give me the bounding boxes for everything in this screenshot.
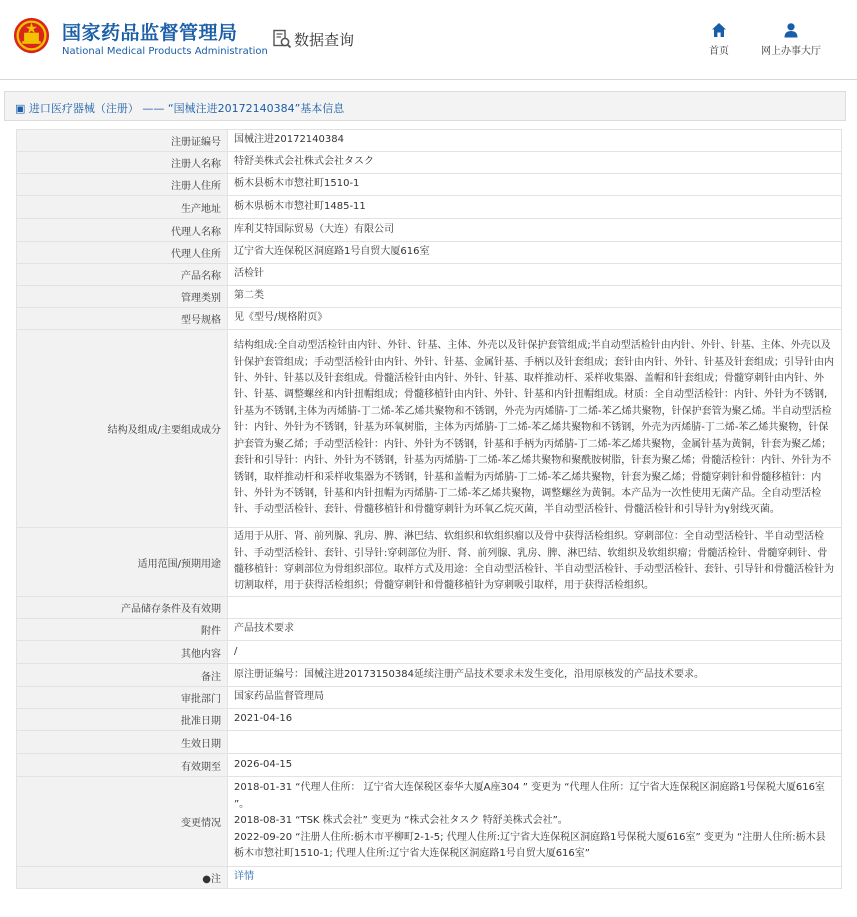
user-icon (783, 22, 799, 38)
change-entry: 2018-01-31 “代理人住所： 辽宁省大连保税区泰华大厦A座304 ” 变更为 “代理人住所：辽宁省大连保税区洞庭路1号保税大厦616室 ”。 (234, 782, 825, 810)
table-row (17, 867, 842, 889)
field-label: 附件 (17, 619, 228, 641)
field-label: 代理人住所 (17, 242, 228, 264)
field-value: 原注册证编号：国械注进20173150384延续注册产品技术要求未发生变化，沿用原核发的产品技术要求。 (228, 664, 842, 687)
field-value: 辽宁省大连保税区洞庭路1号自贸大厦616室 (228, 242, 842, 264)
national-emblem-icon (13, 17, 50, 54)
data-query-title: 数据查询 (294, 31, 355, 49)
field-value (228, 731, 842, 754)
table-row (17, 731, 842, 754)
field-value: 栃木県栃木市惣社町1485-11 (228, 196, 842, 219)
field-value-note (228, 867, 842, 889)
field-label: 管理类别 (17, 286, 228, 308)
field-value: 2026-04-15 (228, 754, 842, 777)
table-row (17, 664, 842, 687)
field-label: 有效期至 (17, 754, 228, 777)
table-row (17, 242, 842, 264)
home-icon (711, 22, 727, 38)
nav-home-label: 首页 (709, 46, 729, 57)
field-value: 见《型号/规格附页》 (228, 308, 842, 330)
table-row (17, 174, 842, 196)
registration-detail-table (16, 129, 842, 889)
table-row (17, 777, 842, 867)
table-row (17, 286, 842, 308)
field-label: 其他内容 (17, 641, 228, 664)
field-label: 注册证编号 (17, 130, 228, 152)
field-label: 型号规格 (17, 308, 228, 330)
field-label: 变更情况 (17, 777, 228, 867)
breadcrumb-category-link[interactable]: 进口医疗器械（注册） (28, 102, 139, 115)
table-row (17, 641, 842, 664)
field-value: 2021-04-16 (228, 709, 842, 731)
field-label: 注册人住所 (17, 174, 228, 196)
document-search-icon (272, 29, 292, 49)
field-label: 生产地址 (17, 196, 228, 219)
table-row (17, 308, 842, 330)
header-divider (0, 79, 857, 80)
field-value-changes (228, 777, 842, 867)
nav-online-hall-button[interactable] (756, 22, 826, 58)
table-row (17, 687, 842, 709)
field-value-structure: 结构组成:全自动型活检针由内针、外针、针基、主体、外壳以及针保护套管组成;半自动型活检针由内针、外针、针基、主体、外壳以及针保护套管组成；手动型活检针由内针、外针、针基、金属针基、手柄以及针套组成；套针由内针、外针、针基及针套组成；引导针由内针、外针、针基以及针套组成。骨髓活检针由内针、外针、针基、取样推动杆、采样收集器、盖帽和针套组成；骨髓穿刺针由内针、外针、针基、调整螺丝和内针扭帽组成；骨髓移植针由内针、外针、针基和内针扭帽组成。材质：全自动型活检针：内针、外针为不锈钢,针基为不锈钢,主体为丙烯腈-丁二烯-苯乙烯共聚物和不锈钢，外壳为丙烯腈-丁二烯-苯乙烯共聚物，针保护套管为聚乙烯。半自动型活检针：内针、外针为不锈钢，针基为环氧树脂，主体为丙烯腈-丁二烯-苯乙烯共聚物和不锈钢，外壳为丙烯腈-丁二烯-苯乙烯共聚物，针保护套管为聚乙烯；手动型活检针：内针、外针为不锈钢，针基和手柄为丙烯腈-丁二烯-苯乙烯共聚物，金属针基为黄铜，针套为聚乙烯；套针和引导针：内针、外针为不锈钢，针基为丙烯腈-丁二烯-苯乙烯共聚物和聚酰胺树脂，针套为聚乙烯；骨髓活检针：内针、外针为不锈钢，取样推动杆和采样收集器为不锈钢，针基和盖帽为丙烯腈-丁二烯-苯乙烯共聚物，针套为聚乙烯；骨髓穿刺针和骨髓移植针：内针、外针为不锈钢，针基和内针扭帽为丙烯腈-丁二烯-苯乙烯共聚物，调整螺丝为黄铜。本产品为一次性使用无菌产品。全自动型活检针、手动型活检针、套针、骨髓移植针和骨髓穿刺针为环氧乙烷灭菌，半自动型活检针、骨髓活检针和引导针为γ射线灭菌。 (228, 330, 842, 528)
field-value: / (228, 641, 842, 664)
breadcrumb-separator: —— (138, 102, 168, 115)
details-link[interactable]: 详情 (234, 871, 254, 883)
field-value: 国械注进20172140384 (228, 130, 842, 152)
table-row (17, 264, 842, 286)
field-label: 结构及组成/主要组成成分 (17, 330, 228, 528)
field-value: 特舒美株式会社株式会社タスク (228, 152, 842, 174)
site-header (0, 0, 857, 80)
field-label: 审批部门 (17, 687, 228, 709)
table-row (17, 754, 842, 777)
table-row (17, 219, 842, 242)
field-value-scope: 适用于从肝、肾、前列腺、乳房、脾、淋巴结、软组织和软组织瘤以及骨中获得活检组织。穿刺部位：全自动型活检针、半自动型活检针、手动型活检针、套针、引导针:穿刺部位为肝、肾、前列腺、乳房、脾、淋巴结、软组织及软组织瘤；骨髓活检针、骨髓穿刺针、骨髓移植针：穿刺部位为骨组织部位。取样方式及用途：全自动型活检针、半自动型活检针、手动型活检针、套针、引导针和骨髓活检针为切割取样，用于获得活检组织；骨髓穿刺针和骨髓移植针为穿刺吸引取样，用于获得活检组织。 (228, 528, 842, 597)
field-label: ●注 (17, 867, 228, 889)
change-entry: 2018-08-31 “TSK 株式会社” 变更为 “株式会社タスク 特舒美株式会社”。 (234, 815, 568, 827)
field-label: 注册人名称 (17, 152, 228, 174)
site-title-english: National Medical Products Administration (62, 46, 268, 57)
field-label: 适用范围/预期用途 (17, 528, 228, 597)
field-value: 库利艾特国际贸易（大连）有限公司 (228, 219, 842, 242)
field-label: 备注 (17, 664, 228, 687)
site-title: 国家药品监督管理局 (62, 22, 238, 44)
nav-online-hall-label: 网上办事大厅 (761, 46, 821, 57)
table-row (17, 196, 842, 219)
breadcrumb (4, 91, 846, 121)
breadcrumb-text (15, 100, 344, 116)
field-label: 生效日期 (17, 731, 228, 754)
breadcrumb-record-title: “国械注进20172140384”基本信息 (167, 102, 345, 115)
field-value: 第二类 (228, 286, 842, 308)
field-label: 批准日期 (17, 709, 228, 731)
field-value: 国家药品监督管理局 (228, 687, 842, 709)
field-value: 产品技术要求 (228, 619, 842, 641)
table-row (17, 130, 842, 152)
field-label: 产品储存条件及有效期 (17, 597, 228, 619)
table-row (17, 597, 842, 619)
field-label: 代理人名称 (17, 219, 228, 242)
table-row (17, 709, 842, 731)
nav-home-button[interactable] (700, 22, 738, 58)
field-value: 活检针 (228, 264, 842, 286)
field-label: 产品名称 (17, 264, 228, 286)
change-entry: 2022-09-20 “注册人住所:栃木市平柳町2-1-5; 代理人住所:辽宁省大连保税区洞庭路1号保税大厦616室” 变更为 “注册人住所:栃木县栃木市惣社町1510-1; 代理人住所:辽宁省大连保税区洞庭路1号自贸大厦616室” (234, 831, 826, 860)
table-row (17, 619, 842, 641)
table-row (17, 330, 842, 528)
table-row (17, 152, 842, 174)
field-value (228, 597, 842, 619)
table-row (17, 528, 842, 597)
field-value: 栃木县栃木市惣社町1510-1 (228, 174, 842, 196)
breadcrumb-marker-icon: ▣ (15, 102, 26, 115)
